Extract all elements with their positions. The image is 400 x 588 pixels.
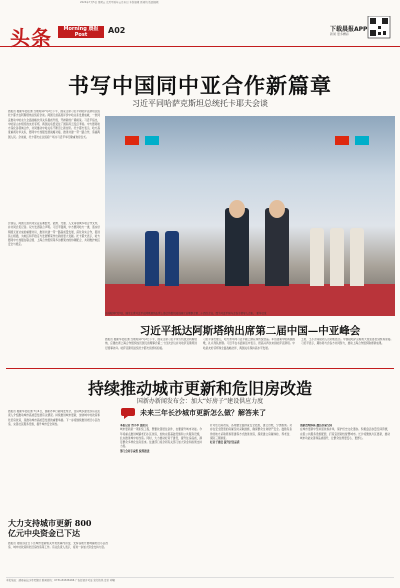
fourth-headline: 大力支持城市更新 800亿元中央资金已下达 <box>8 518 92 538</box>
leader-figure <box>265 208 289 286</box>
page-number: A02 <box>108 26 126 35</box>
article3-col2-text: 针对危旧房改造，各地要全面排查安全隐患，建立台账，分类施策。对存在安全隐患的房屋及时采取措施，确保群众生命财产安全。鼓励有条件的地方采取原拆原建等方式推进改造，探索建立房屋体检、养老金、保险三项制度。 <box>210 424 292 440</box>
main-headline: 书写中国同中亚合作新篇章 <box>68 73 332 98</box>
top-date-text: 2024年7月5日 星期五 农历甲辰年五月卅日 本版编辑 新闻线 版面编辑 <box>80 1 159 4</box>
article3-col1-title: 本报记者 曾小华 通讯员 <box>120 424 148 427</box>
article3-col1-subhead: 部门会同专家组 统筹推进 <box>120 449 150 453</box>
flag-icon <box>335 136 349 145</box>
page-header <box>0 10 400 50</box>
third-headline: 持续推动城市更新和危旧房改造 <box>87 379 312 398</box>
welcome-figure <box>330 228 344 286</box>
honor-guard-figure <box>165 231 179 286</box>
section-divider <box>6 368 394 369</box>
speech-bubble-icon <box>120 407 136 419</box>
leader-figure <box>225 208 249 286</box>
section-title: 头条 <box>10 26 52 50</box>
second-headline: 习近平抵达阿斯塔纳出席第二届中国—中亚峰会 <box>139 325 361 337</box>
honor-guard-figure <box>145 231 159 286</box>
top-date-bar <box>0 0 400 6</box>
article2-col3: 王毅、王小洪等陪同人员同机抵达。中国驻哈萨克斯坦大使张霄也到机场迎接。习近平表示，期待同与会各方共同努力，推动上海合作组织取得新成果。 <box>301 338 393 346</box>
leader-head <box>229 200 245 218</box>
article3-col2-subhead: 好房子建设 提升居住品质 <box>210 441 240 445</box>
article3-col1-text: 城市更新是一项系统工程，既要改善居住条件，也要提升城市功能。今年将重点推进城镇老旧小区改造，加快完善基础设施和公共服务设施，扎实推进城中村改造。同时，大力推动好房子建设，提升住房品质，满足群众多样化住房需求。住建部门将会同有关部门加大资金和政策支持力度。 <box>120 428 202 449</box>
flag-icon <box>145 136 159 145</box>
article3-col3-text: 在城市更新中坚持留改拆并举，保护历史文化遗存。积极盘活存量空间资源，完善公共服务设施配套，打造宜居韧性智慧城市。长沙将聚焦片区更新，推动城市功能完善和品质提升，让群众住得更安心、更舒心。 <box>300 428 390 440</box>
article4-text: 晨报讯 财政部近日下达城市更新相关中央预算内资金，支持各地开展城镇老旧小区改造、城中村改造和危旧房改造等工作。有关负责人表示，将进一步加大资金支持力度。 <box>8 542 108 550</box>
third-subheadline: 国新办新闻发布会：加大“好房子”建设供应力度 <box>136 398 264 405</box>
article3-col2-block <box>210 424 292 574</box>
article2-col2: 习近平步出舱门，哈方青年向习近平献上鲜花和传统饮品。军乐团奏中哈两国国歌，礼兵列队致敬。习近平在书面讲话中表示，很高兴再次来到哈萨克斯坦。中哈是友好邻邦和全面战略伙伴，两国关系保持高水平发展。 <box>203 338 295 350</box>
flag-icon <box>125 136 139 145</box>
news-photo <box>105 116 395 316</box>
article3-col3-block <box>300 424 390 574</box>
article1-col1: 晨报讯 据新华社报道 当地时间7月2日下午，国家主席习近平同哈萨克斯坦总统托卡耶夫在阿斯塔纳总统府会谈。两国元首高度评价中哈关系发展成就，一致同意推动中哈永久全面战略伙伴关系提质升级，开辟新的广阔前景。习近平指出，中哈是山水相连的友好邻邦，两国关系经受住了国际风云变幻考验。中方愿同哈方深化各领域合作，共同推动中哈关系不断迈上新台阶。托卡耶夫表示，哈方高度重视对华关系，愿同中方加强发展战略对接，推进共建一带一路合作，造福两国人民。会谈前，托卡耶夫在总统府广场为习近平举行隆重欢迎仪式。 <box>8 110 100 139</box>
qa-banner <box>120 407 388 419</box>
qr-code-icon[interactable] <box>362 16 392 40</box>
page-footer: 本报地址：湖南省长沙市芙蓉区 新闻热线：0731-84326166 广告经营许可证 发行热线 定价 印刷 <box>6 577 394 584</box>
main-subheadline: 习近平同哈萨克斯坦总统托卡耶夫会谈 <box>132 99 268 108</box>
newspaper-logo: Morning 晨报 Post <box>58 26 104 38</box>
article1-col2: 会谈后，两国元首共同见证签署经贸、能源、交通、人文等领域多项合作文件，并共同会见记者。双方发表联合声明。习近平强调，中方愿同哈方一道，落实好两国元首达成的重要共识，推进共建一带一路高质量发展，深化务实合作，促进民心相通，为地区和平稳定与发展繁荣作出新的更大贡献。托卡耶夫表示，哈方愿同中方加强在联合国、上海合作组织等多边框架内的协调配合，共同维护地区安全与稳定。 <box>8 222 100 247</box>
article3-col1-block <box>120 424 202 574</box>
welcome-figure <box>350 228 364 286</box>
article2-col1: 晨报讯 据新华社报道 当地时间7月2日下午，国家主席习近平乘专机抵达阿斯塔纳，应邀出席上海合作组织成员国元首理事会第二十四次会议并对哈萨克斯坦进行国事访问。哈萨克斯坦总统托卡耶夫到机场迎接。 <box>105 338 197 350</box>
qa-banner-label: 未来三年长沙城市更新怎么做？解答来了 <box>140 409 266 417</box>
app-download-label: 下载晨报APP <box>330 26 368 33</box>
article3-col3-title: 创新治理体系 激活存量空间 <box>300 424 333 427</box>
article3-col0: 晨报讯 据新华社报道 7月4日，国新办举行新闻发布会，住房城乡建设部有关负责人介绍推动城市高质量发展有关情况。持续推进城市更新，加快城中村改造和危旧房改造，是推动城市高质量发展的重要举措。下一步将继续推进老旧小区改造，完善社区服务设施，提升城市安全韧性。 <box>8 410 100 426</box>
leader-head <box>269 200 285 218</box>
welcome-figure <box>310 228 324 286</box>
photo-caption: 当地时间7月3日，国家主席习近平在阿斯塔纳出席上海合作组织成员国元首理事会第二十四次会议。图为习近平同与会各方领导人合影。 新华社发 <box>105 312 267 315</box>
flag-icon <box>355 136 369 145</box>
app-download-sub: 新闻 更多精彩 <box>330 32 349 36</box>
